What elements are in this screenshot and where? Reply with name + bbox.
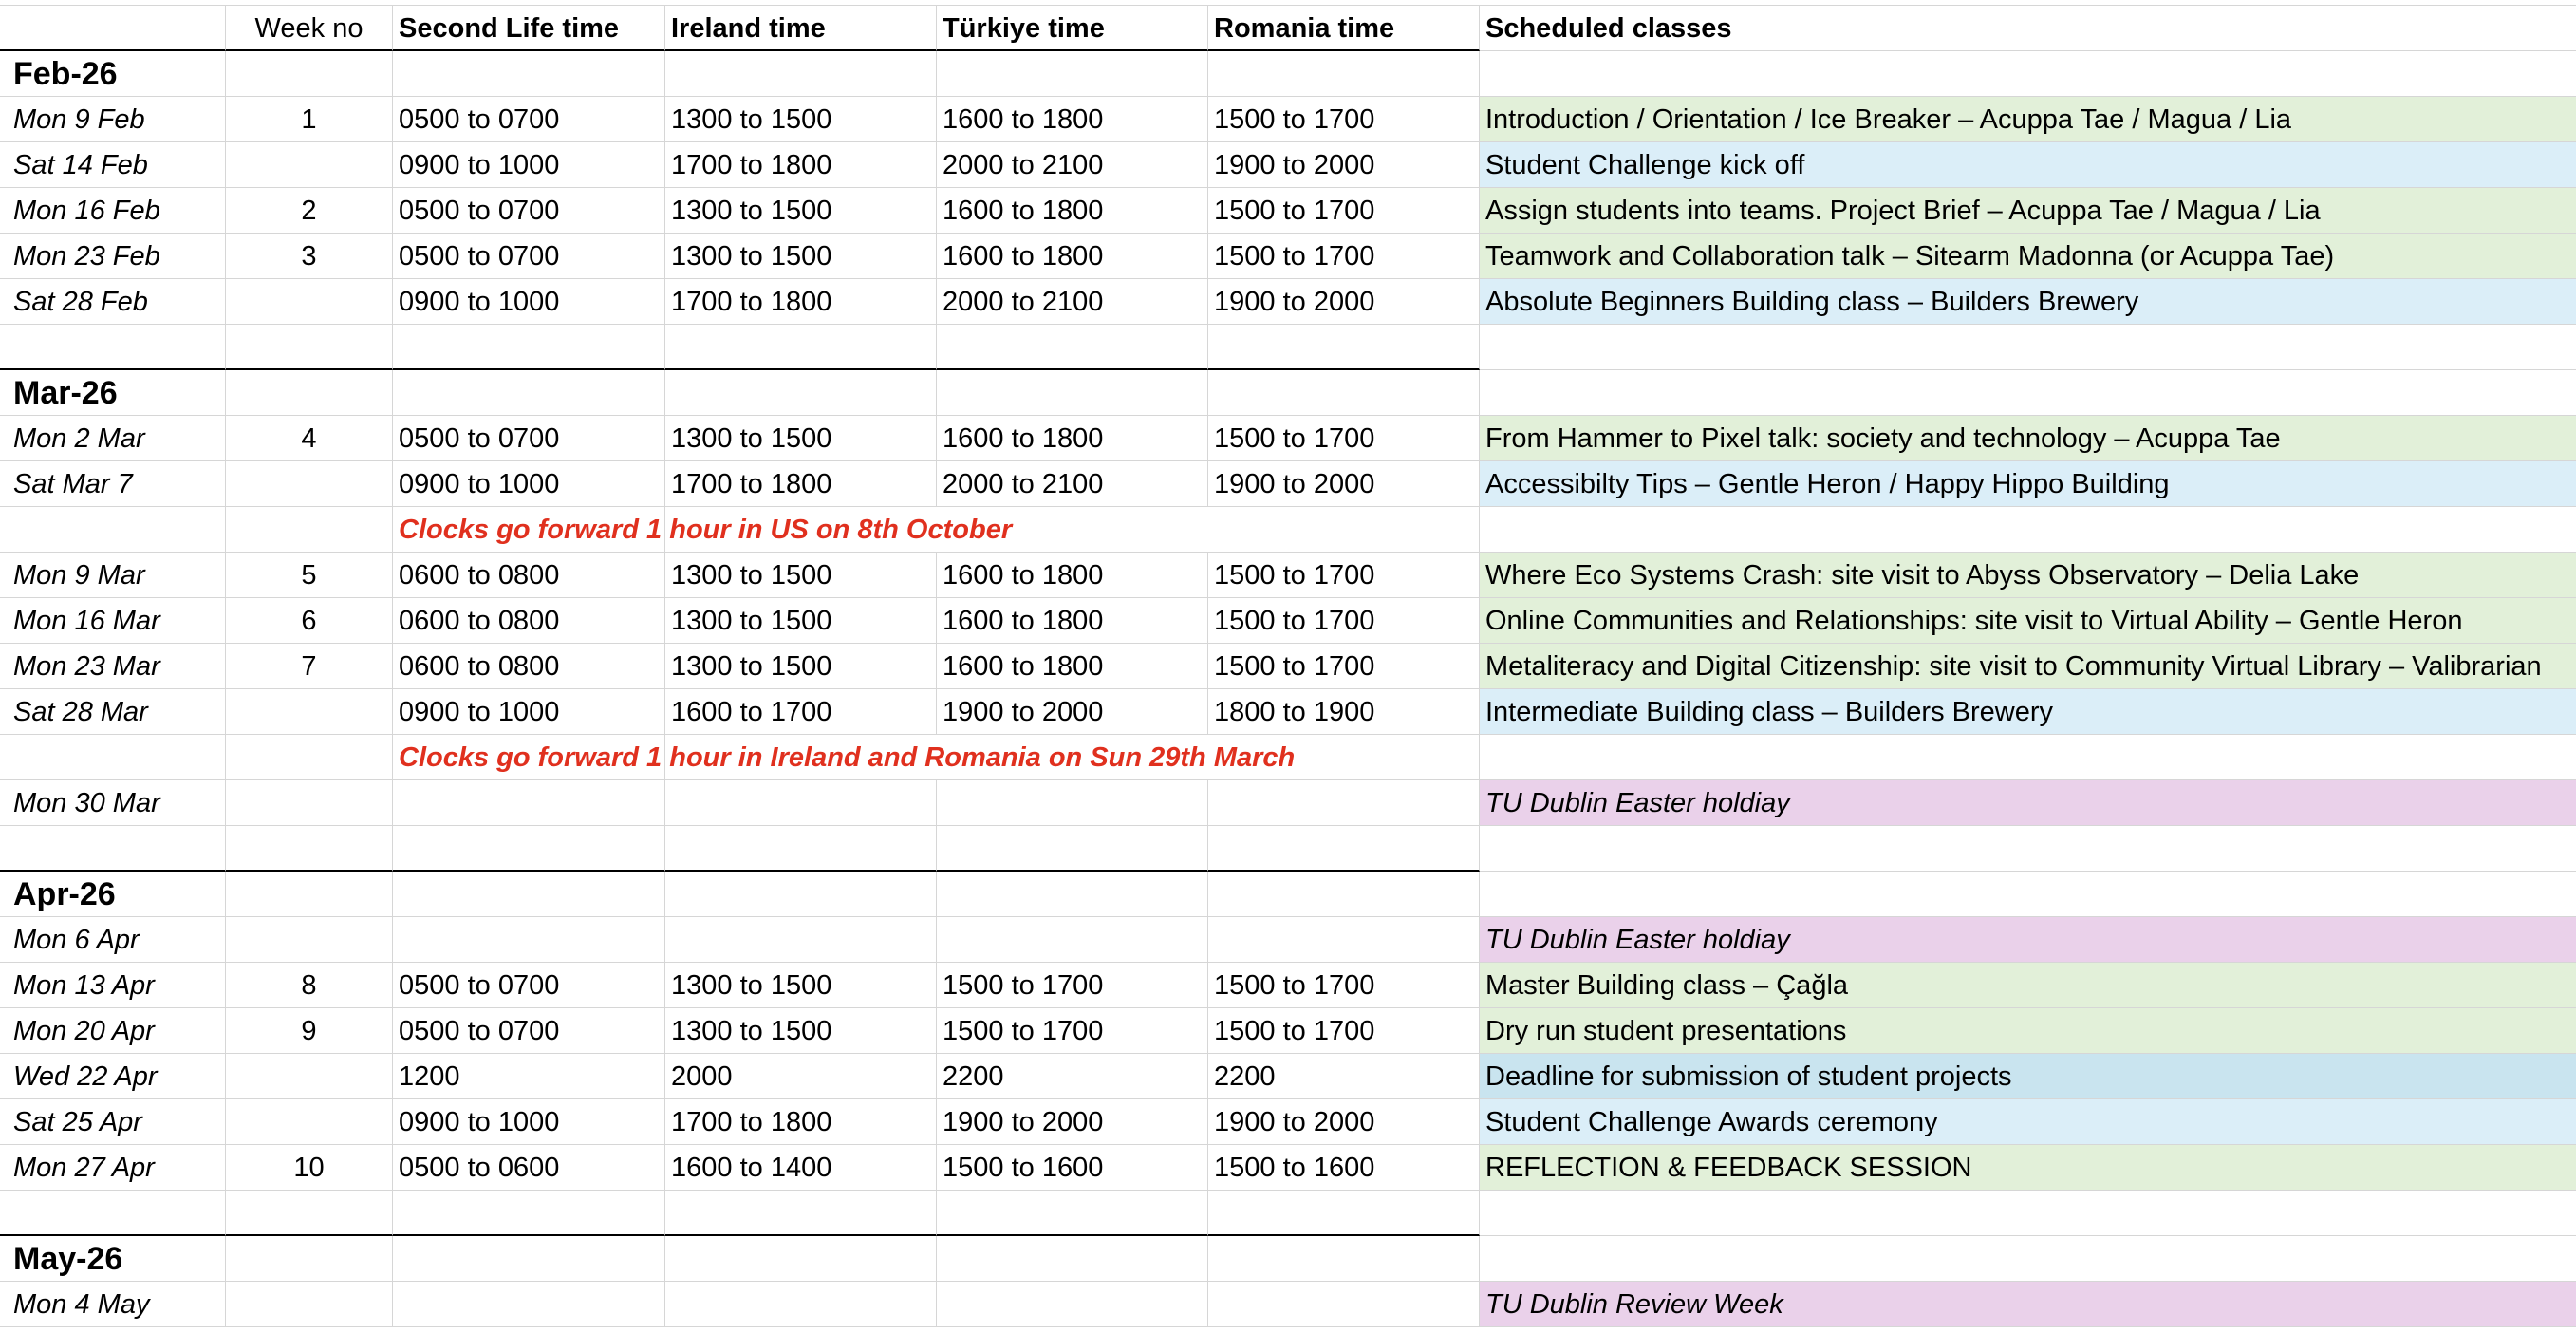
- header-ireland-time[interactable]: Ireland time: [665, 6, 937, 51]
- month-header-row: [0, 872, 2576, 917]
- scheduled-class-cell[interactable]: Assign students into teams. Project Brief – Acuppa Tae / Magua / Lia: [1480, 188, 2576, 234]
- week-cell[interactable]: [226, 142, 393, 188]
- empty-cell[interactable]: [665, 826, 937, 872]
- second-life-time-cell[interactable]: 0500 to 0700: [393, 97, 665, 142]
- scheduled-class-cell[interactable]: Intermediate Building class – Builders Brewery: [1480, 689, 2576, 735]
- header-week-no[interactable]: Week no: [226, 6, 393, 51]
- week-cell[interactable]: [226, 1282, 393, 1327]
- empty-cell[interactable]: [226, 826, 393, 872]
- ireland-time-cell[interactable]: 1300 to 1500: [665, 234, 937, 279]
- scheduled-class-cell[interactable]: Student Challenge kick off: [1480, 142, 2576, 188]
- turkiye-time-cell[interactable]: 2200: [937, 1054, 1208, 1099]
- date-cell[interactable]: Sat 28 Feb: [0, 279, 226, 325]
- second-life-time-cell[interactable]: 0500 to 0700: [393, 188, 665, 234]
- empty-cell[interactable]: [0, 325, 226, 370]
- schedule-row: [0, 963, 2576, 1008]
- empty-cell[interactable]: [226, 872, 393, 917]
- schedule-row: [0, 689, 2576, 735]
- week-cell[interactable]: 5: [226, 553, 393, 598]
- header-scheduled-classes[interactable]: Scheduled classes: [1480, 6, 2576, 51]
- empty-cell[interactable]: [226, 735, 393, 780]
- second-life-time-cell[interactable]: 0500 to 0700: [393, 416, 665, 461]
- date-cell[interactable]: Mon 30 Mar: [0, 780, 226, 826]
- empty-cell[interactable]: [1208, 370, 1480, 416]
- week-cell[interactable]: [226, 279, 393, 325]
- empty-cell[interactable]: [226, 51, 393, 97]
- date-cell[interactable]: Wed 22 Apr: [0, 1054, 226, 1099]
- romania-time-cell[interactable]: 1500 to 1700: [1208, 188, 1480, 234]
- empty-cell[interactable]: [1480, 1191, 2576, 1236]
- week-cell[interactable]: 8: [226, 963, 393, 1008]
- schedule-row: [0, 917, 2576, 963]
- scheduled-class-cell[interactable]: REFLECTION & FEEDBACK SESSION: [1480, 1145, 2576, 1191]
- romania-time-cell[interactable]: 1500 to 1700: [1208, 963, 1480, 1008]
- empty-cell[interactable]: [1480, 872, 2576, 917]
- romania-time-cell[interactable]: 1500 to 1600: [1208, 1145, 1480, 1191]
- date-cell[interactable]: Mon 20 Apr: [0, 1008, 226, 1054]
- scheduled-class-cell[interactable]: Dry run student presentations: [1480, 1008, 2576, 1054]
- week-cell[interactable]: 7: [226, 644, 393, 689]
- turkiye-time-cell[interactable]: 1600 to 1800: [937, 553, 1208, 598]
- scheduled-class-cell[interactable]: Accessibilty Tips – Gentle Heron / Happy Hippo Building: [1480, 461, 2576, 507]
- scheduled-class-cell[interactable]: Online Communities and Relationships: site visit to Virtual Ability – Gentle Heron: [1480, 598, 2576, 644]
- empty-cell[interactable]: [393, 872, 665, 917]
- empty-cell[interactable]: [226, 507, 393, 553]
- turkiye-time-cell[interactable]: [937, 1282, 1208, 1327]
- second-life-time-cell[interactable]: 0900 to 1000: [393, 1099, 665, 1145]
- romania-time-cell[interactable]: 1900 to 2000: [1208, 279, 1480, 325]
- date-cell[interactable]: Mon 16 Mar: [0, 598, 226, 644]
- romania-time-cell[interactable]: 2200: [1208, 1054, 1480, 1099]
- blank-row: [0, 325, 2576, 370]
- empty-cell[interactable]: [226, 1191, 393, 1236]
- ireland-time-cell[interactable]: 1300 to 1500: [665, 598, 937, 644]
- turkiye-time-cell[interactable]: 1600 to 1800: [937, 234, 1208, 279]
- week-cell[interactable]: [226, 689, 393, 735]
- empty-cell[interactable]: [226, 370, 393, 416]
- second-life-time-cell[interactable]: 0600 to 0800: [393, 553, 665, 598]
- date-cell[interactable]: Mon 13 Apr: [0, 963, 226, 1008]
- ireland-time-cell[interactable]: 1300 to 1500: [665, 963, 937, 1008]
- second-life-time-cell[interactable]: 0900 to 1000: [393, 689, 665, 735]
- empty-cell[interactable]: [1480, 826, 2576, 872]
- month-label[interactable]: Feb-26: [0, 51, 226, 97]
- romania-time-cell[interactable]: [1208, 780, 1480, 826]
- date-cell[interactable]: Sat 14 Feb: [0, 142, 226, 188]
- empty-cell[interactable]: [1208, 826, 1480, 872]
- week-cell[interactable]: 3: [226, 234, 393, 279]
- month-label[interactable]: Mar-26: [0, 370, 226, 416]
- romania-time-cell[interactable]: [1208, 1282, 1480, 1327]
- ireland-time-cell[interactable]: 1300 to 1500: [665, 416, 937, 461]
- second-life-time-cell[interactable]: 0500 to 0600: [393, 1145, 665, 1191]
- empty-cell[interactable]: [393, 51, 665, 97]
- ireland-time-cell[interactable]: 2000: [665, 1054, 937, 1099]
- second-life-time-cell[interactable]: 0600 to 0800: [393, 598, 665, 644]
- empty-cell[interactable]: [937, 325, 1208, 370]
- date-cell[interactable]: Sat 25 Apr: [0, 1099, 226, 1145]
- empty-cell[interactable]: [0, 1191, 226, 1236]
- month-header-row: [0, 1236, 2576, 1282]
- header-second-life-time[interactable]: Second Life time: [393, 6, 665, 51]
- scheduled-class-cell[interactable]: Deadline for submission of student projects: [1480, 1054, 2576, 1099]
- week-cell[interactable]: 6: [226, 598, 393, 644]
- date-cell[interactable]: Mon 23 Mar: [0, 644, 226, 689]
- empty-cell[interactable]: [1480, 507, 2576, 553]
- second-life-time-cell[interactable]: 0500 to 0700: [393, 963, 665, 1008]
- ireland-time-cell[interactable]: 1300 to 1500: [665, 188, 937, 234]
- scheduled-class-cell[interactable]: TU Dublin Easter holdiay: [1480, 780, 2576, 826]
- month-label[interactable]: May-26: [0, 1236, 226, 1282]
- schedule-row: [0, 1145, 2576, 1191]
- schedule-row: [0, 1099, 2576, 1145]
- empty-cell[interactable]: [1208, 1236, 1480, 1282]
- week-cell[interactable]: [226, 461, 393, 507]
- empty-cell[interactable]: [393, 325, 665, 370]
- scheduled-class-cell[interactable]: TU Dublin Review Week: [1480, 1282, 2576, 1327]
- scheduled-class-cell[interactable]: Master Building class – Çağla: [1480, 963, 2576, 1008]
- empty-cell[interactable]: [393, 1191, 665, 1236]
- ireland-time-cell[interactable]: [665, 917, 937, 963]
- turkiye-time-cell[interactable]: 1900 to 2000: [937, 689, 1208, 735]
- second-life-time-cell[interactable]: 0500 to 0700: [393, 1008, 665, 1054]
- schedule-row: [0, 553, 2576, 598]
- empty-cell[interactable]: [0, 735, 226, 780]
- ireland-time-cell[interactable]: 1600 to 1400: [665, 1145, 937, 1191]
- empty-cell[interactable]: [1480, 370, 2576, 416]
- ireland-time-cell[interactable]: 1300 to 1500: [665, 97, 937, 142]
- second-life-time-cell[interactable]: 0900 to 1000: [393, 461, 665, 507]
- header-turkiye-time[interactable]: Türkiye time: [937, 6, 1208, 51]
- turkiye-time-cell[interactable]: 2000 to 2100: [937, 279, 1208, 325]
- ireland-time-cell[interactable]: 1300 to 1500: [665, 553, 937, 598]
- schedule-row: [0, 461, 2576, 507]
- second-life-time-cell[interactable]: 0900 to 1000: [393, 142, 665, 188]
- month-header-row: [0, 370, 2576, 416]
- empty-cell[interactable]: [1208, 507, 1480, 553]
- week-cell[interactable]: 1: [226, 97, 393, 142]
- blank-row: [0, 826, 2576, 872]
- romania-time-cell[interactable]: 1500 to 1700: [1208, 234, 1480, 279]
- date-cell[interactable]: Mon 27 Apr: [0, 1145, 226, 1191]
- empty-cell[interactable]: [937, 1236, 1208, 1282]
- empty-cell[interactable]: [1480, 1236, 2576, 1282]
- romania-time-cell[interactable]: 1500 to 1700: [1208, 644, 1480, 689]
- empty-cell[interactable]: [393, 370, 665, 416]
- schedule-row: [0, 279, 2576, 325]
- scheduled-class-cell[interactable]: Absolute Beginners Building class – Builders Brewery: [1480, 279, 2576, 325]
- ireland-time-cell[interactable]: 1600 to 1700: [665, 689, 937, 735]
- ireland-time-cell[interactable]: 1300 to 1500: [665, 1008, 937, 1054]
- blank-row: [0, 1191, 2576, 1236]
- ireland-time-cell[interactable]: 1700 to 1800: [665, 1099, 937, 1145]
- date-cell[interactable]: Mon 23 Feb: [0, 234, 226, 279]
- second-life-time-cell[interactable]: [393, 780, 665, 826]
- schedule-row: [0, 234, 2576, 279]
- turkiye-time-cell[interactable]: 1600 to 1800: [937, 644, 1208, 689]
- scheduled-class-cell[interactable]: Introduction / Orientation / Ice Breaker – Acuppa Tae / Magua / Lia: [1480, 97, 2576, 142]
- empty-cell[interactable]: [0, 507, 226, 553]
- scheduled-class-cell[interactable]: Teamwork and Collaboration talk – Sitearm Madonna (or Acuppa Tae): [1480, 234, 2576, 279]
- clock-change-note: Clocks go forward 1 hour in US on 8th October: [399, 515, 1013, 545]
- empty-cell[interactable]: [1208, 51, 1480, 97]
- note-row: [0, 735, 2576, 780]
- week-cell[interactable]: 9: [226, 1008, 393, 1054]
- schedule-row: [0, 416, 2576, 461]
- week-cell[interactable]: [226, 780, 393, 826]
- month-header-row: [0, 51, 2576, 97]
- schedule-row: [0, 97, 2576, 142]
- empty-cell[interactable]: [1480, 51, 2576, 97]
- week-cell[interactable]: [226, 1054, 393, 1099]
- empty-cell[interactable]: [1208, 1191, 1480, 1236]
- header-blank[interactable]: [0, 6, 226, 51]
- empty-cell[interactable]: [1208, 872, 1480, 917]
- week-cell[interactable]: 4: [226, 416, 393, 461]
- empty-cell[interactable]: [937, 370, 1208, 416]
- second-life-time-cell[interactable]: 0600 to 0800: [393, 644, 665, 689]
- empty-cell[interactable]: [665, 1236, 937, 1282]
- second-life-time-cell[interactable]: 0500 to 0700: [393, 234, 665, 279]
- ireland-time-cell[interactable]: 1700 to 1800: [665, 461, 937, 507]
- turkiye-time-cell[interactable]: 1500 to 1700: [937, 963, 1208, 1008]
- schedule-row: [0, 142, 2576, 188]
- empty-cell[interactable]: [1480, 735, 2576, 780]
- turkiye-time-cell[interactable]: 1600 to 1800: [937, 188, 1208, 234]
- week-cell[interactable]: 10: [226, 1145, 393, 1191]
- header-romania-time[interactable]: Romania time: [1208, 6, 1480, 51]
- romania-time-cell[interactable]: 1900 to 2000: [1208, 142, 1480, 188]
- romania-time-cell[interactable]: 1500 to 1700: [1208, 598, 1480, 644]
- date-cell[interactable]: Sat 28 Mar: [0, 689, 226, 735]
- empty-cell[interactable]: [937, 826, 1208, 872]
- schedule-row: [0, 598, 2576, 644]
- romania-time-cell[interactable]: 1800 to 1900: [1208, 689, 1480, 735]
- date-cell[interactable]: Mon 2 Mar: [0, 416, 226, 461]
- scheduled-class-cell[interactable]: TU Dublin Easter holdiay: [1480, 917, 2576, 963]
- empty-cell[interactable]: [937, 1191, 1208, 1236]
- second-life-time-cell[interactable]: [393, 1282, 665, 1327]
- date-cell[interactable]: Mon 9 Feb: [0, 97, 226, 142]
- schedule-row: [0, 1008, 2576, 1054]
- empty-cell[interactable]: [1208, 325, 1480, 370]
- ireland-time-cell[interactable]: [665, 1282, 937, 1327]
- romania-time-cell[interactable]: 1500 to 1700: [1208, 1008, 1480, 1054]
- scheduled-class-cell[interactable]: From Hammer to Pixel talk: society and technology – Acuppa Tae: [1480, 416, 2576, 461]
- schedule-row: [0, 1282, 2576, 1327]
- clock-change-note: Clocks go forward 1 hour in Ireland and Romania on Sun 29th March: [399, 742, 1296, 773]
- date-cell[interactable]: Mon 4 May: [0, 1282, 226, 1327]
- header-row: [0, 6, 2576, 51]
- romania-time-cell[interactable]: 1900 to 2000: [1208, 1099, 1480, 1145]
- turkiye-time-cell[interactable]: 2000 to 2100: [937, 461, 1208, 507]
- turkiye-time-cell[interactable]: 1500 to 1600: [937, 1145, 1208, 1191]
- ireland-time-cell[interactable]: 1300 to 1500: [665, 644, 937, 689]
- turkiye-time-cell[interactable]: 2000 to 2100: [937, 142, 1208, 188]
- week-cell[interactable]: 2: [226, 188, 393, 234]
- empty-cell[interactable]: [937, 51, 1208, 97]
- ireland-time-cell[interactable]: 1700 to 1800: [665, 279, 937, 325]
- date-cell[interactable]: Mon 16 Feb: [0, 188, 226, 234]
- turkiye-time-cell[interactable]: 1500 to 1700: [937, 1008, 1208, 1054]
- schedule-row: [0, 1054, 2576, 1099]
- date-cell[interactable]: Mon 9 Mar: [0, 553, 226, 598]
- month-label[interactable]: Apr-26: [0, 872, 226, 917]
- empty-cell[interactable]: [665, 51, 937, 97]
- scheduled-class-cell[interactable]: Metaliteracy and Digital Citizenship: site visit to Community Virtual Library – Valibrarian: [1480, 644, 2576, 689]
- date-cell[interactable]: Mon 6 Apr: [0, 917, 226, 963]
- scheduled-class-cell[interactable]: Where Eco Systems Crash: site visit to Abyss Observatory – Delia Lake: [1480, 553, 2576, 598]
- second-life-time-cell[interactable]: 0900 to 1000: [393, 279, 665, 325]
- empty-cell[interactable]: [665, 1191, 937, 1236]
- empty-cell[interactable]: [665, 872, 937, 917]
- schedule-row: [0, 188, 2576, 234]
- schedule-row: [0, 644, 2576, 689]
- ireland-time-cell[interactable]: 1700 to 1800: [665, 142, 937, 188]
- empty-cell[interactable]: [937, 872, 1208, 917]
- empty-cell[interactable]: [393, 1236, 665, 1282]
- turkiye-time-cell[interactable]: 1600 to 1800: [937, 97, 1208, 142]
- empty-cell[interactable]: [1480, 325, 2576, 370]
- romania-time-cell[interactable]: 1500 to 1700: [1208, 416, 1480, 461]
- note-row: [0, 507, 2576, 553]
- turkiye-time-cell[interactable]: 1600 to 1800: [937, 416, 1208, 461]
- schedule-row: [0, 780, 2576, 826]
- romania-time-cell[interactable]: 1500 to 1700: [1208, 553, 1480, 598]
- turkiye-time-cell[interactable]: [937, 780, 1208, 826]
- romania-time-cell[interactable]: 1500 to 1700: [1208, 97, 1480, 142]
- empty-cell[interactable]: [665, 325, 937, 370]
- second-life-time-cell[interactable]: [393, 917, 665, 963]
- empty-cell[interactable]: [0, 826, 226, 872]
- scheduled-class-cell[interactable]: Student Challenge Awards ceremony: [1480, 1099, 2576, 1145]
- turkiye-time-cell[interactable]: 1900 to 2000: [937, 1099, 1208, 1145]
- empty-cell[interactable]: [393, 826, 665, 872]
- romania-time-cell[interactable]: 1900 to 2000: [1208, 461, 1480, 507]
- romania-time-cell[interactable]: [1208, 917, 1480, 963]
- ireland-time-cell[interactable]: [665, 780, 937, 826]
- week-cell[interactable]: [226, 1099, 393, 1145]
- date-cell[interactable]: Sat Mar 7: [0, 461, 226, 507]
- empty-cell[interactable]: [226, 1236, 393, 1282]
- empty-cell[interactable]: [665, 370, 937, 416]
- week-cell[interactable]: [226, 917, 393, 963]
- turkiye-time-cell[interactable]: 1600 to 1800: [937, 598, 1208, 644]
- turkiye-time-cell[interactable]: [937, 917, 1208, 963]
- second-life-time-cell[interactable]: 1200: [393, 1054, 665, 1099]
- empty-cell[interactable]: [226, 325, 393, 370]
